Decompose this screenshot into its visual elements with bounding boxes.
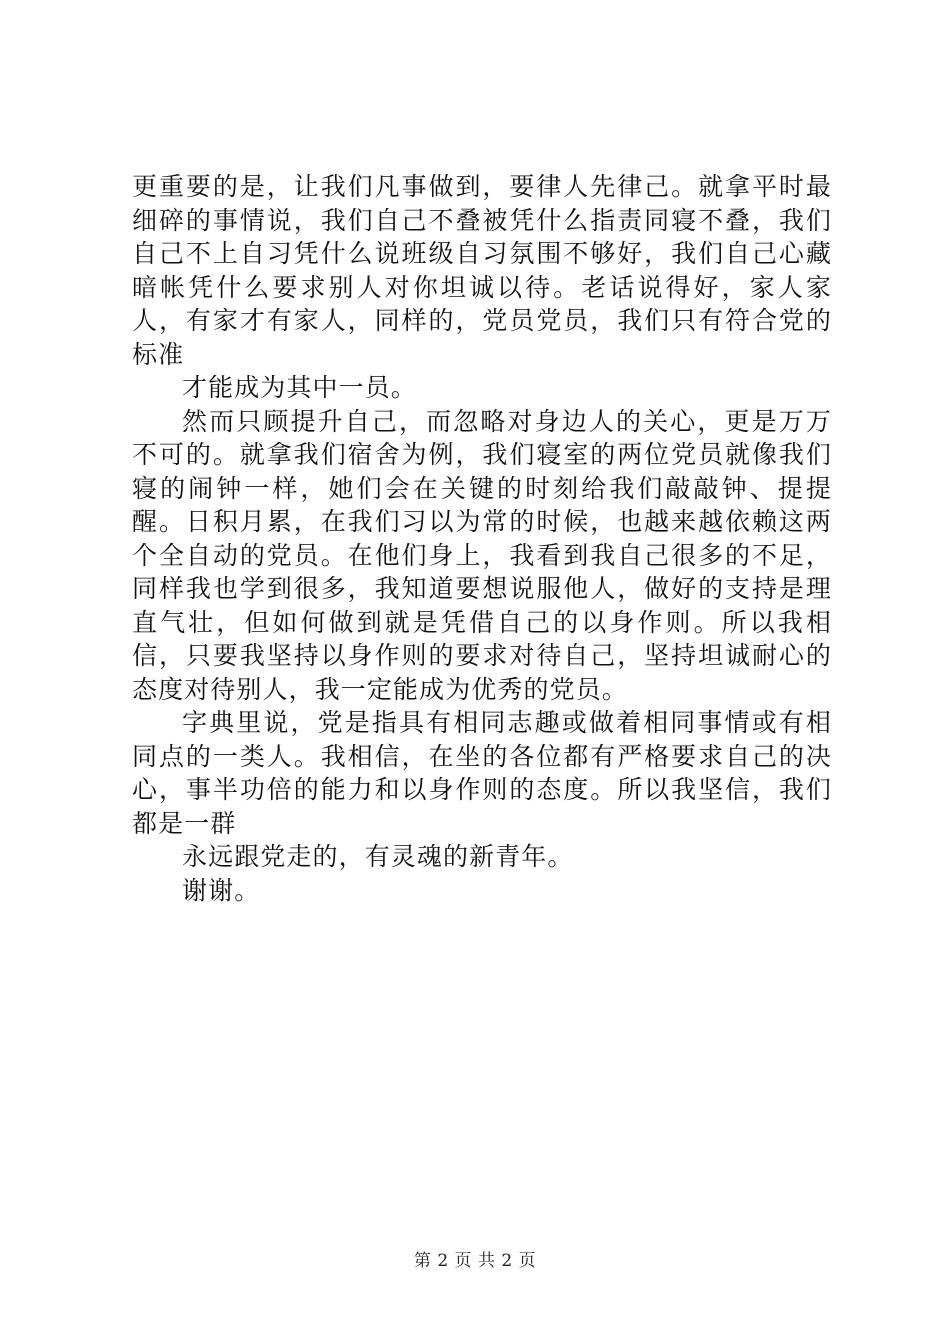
- paragraph-5: 永远跟党走的，有灵魂的新青年。: [182, 842, 574, 871]
- paragraph-3: 然而只顾提升自己，而忽略对身边人的关心，更是万万不可的。就拿我们宿舍为例，我们寝室的两位党员就像我们寝的闹钟一样，她们会在关键的时刻给我们敲敲钟、提提醒。日积月累，在我们习以为常的时候，也越来越依赖这两个全自动的党员。在他们身上，我看到我自己很多的不足，同样我也学到很多，我知道要想说服他人，做好的支持是理直气壮，但如何做到就是凭借自己的以身作则。所以我相信，只要我坚持以身作则的要求对待自己，坚持坦诚耐心的态度对待别人，我一定能成为优秀的党员。: [132, 406, 832, 704]
- paragraph-6: 谢谢。: [182, 875, 261, 905]
- paragraph-1: 更重要的是，让我们凡事做到，要律人先律己。就拿平时最细碎的事情说，我们自己不叠被凭什么指责同寝不叠，我们自己不上自习凭什么说班级自习氛围不够好，我们自己心藏暗帐凭什么要求别人对你坦诚以待。老话说得好，家人家人，有家才有家人，同样的，党员党员，我们只有符合党的标准: [132, 172, 832, 369]
- paragraph-4: 字典里说，党是指具有相同志趣或做着相同事情或有相同点的一类人。我相信，在坐的各位都有严格要求自己的决心，事半功倍的能力和以身作则的态度。所以我坚信，我们都是一群: [132, 708, 832, 838]
- document-body: [132, 170, 832, 907]
- page-number-footer: 第 2 页 共 2 页: [413, 1251, 537, 1271]
- paragraph-2: 才能成为其中一员。: [182, 373, 417, 402]
